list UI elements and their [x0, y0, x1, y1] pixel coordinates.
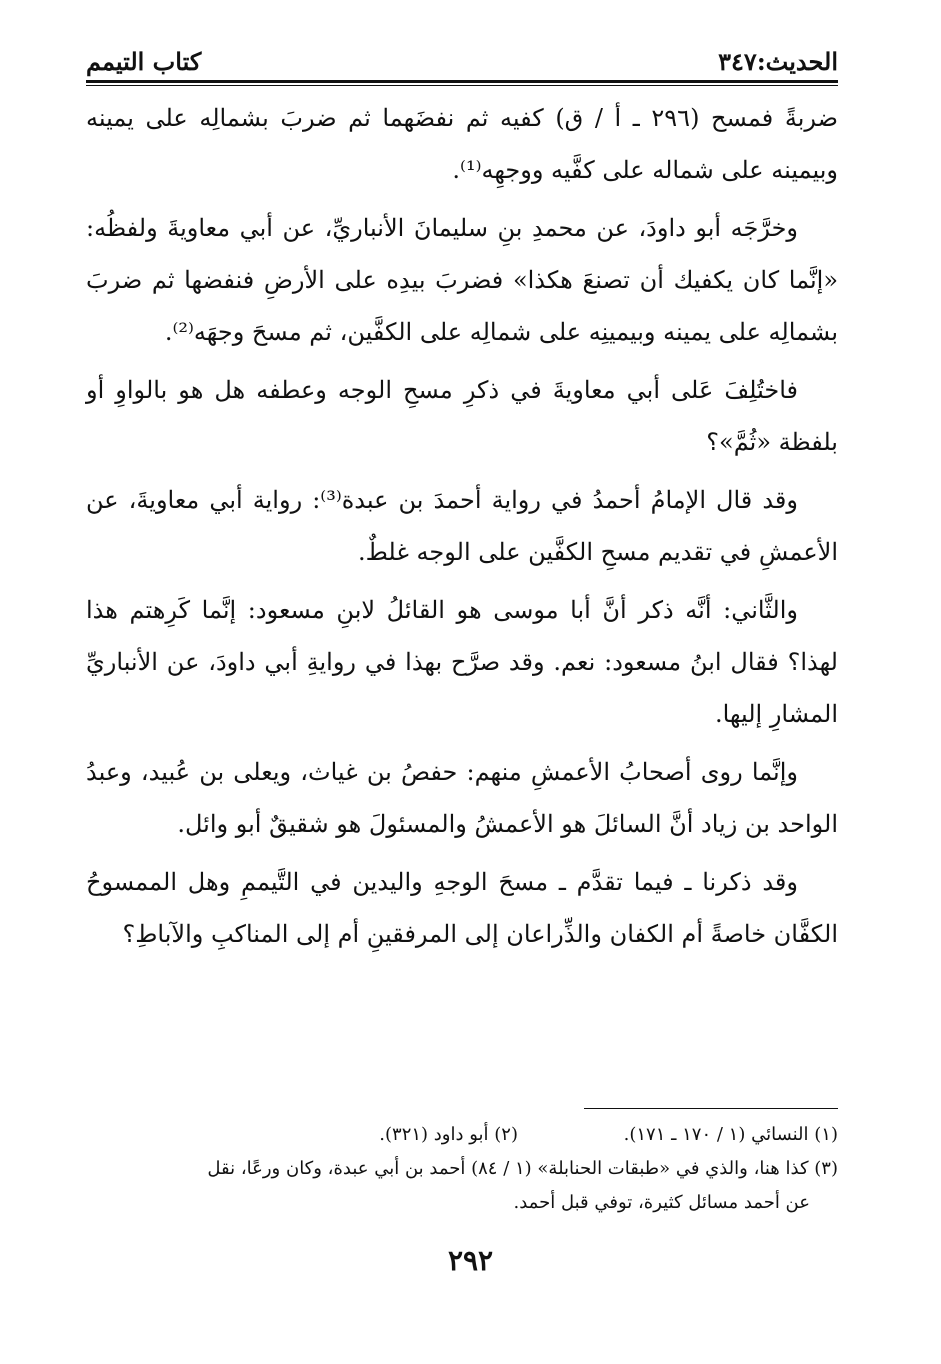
page-header: [86, 36, 838, 76]
main-text: [86, 92, 838, 966]
footnote-3-line-2: عن أحمد مسائل كثيرة، توفي قبل أحمد.: [513, 1192, 810, 1213]
page-number: ٢٩٢: [447, 1244, 494, 1277]
paragraph: والثَّاني: أنَّه ذكر أنَّ أبا موسى هو القائلُ لابنِ مسعود: إنَّما كَرِهتم هذا لهذا؟ فقال ابنُ مسعود: نعم. وقد صرَّح بهذا في روايةِ أبي داودَ، عن الأنباريِّ المشارِ إليها.: [86, 596, 838, 728]
header-rule: [86, 80, 838, 83]
footnote-3: [86, 1152, 838, 1220]
footnotes: [86, 1118, 838, 1220]
paragraph: فاختُلِفَ عَلى أبي معاويةَ في ذكرِ مسحِ الوجه وعطفه هل هو بالواوِ أو بلفظة «ثُمَّ»؟: [86, 376, 838, 456]
footnote-2: (٢) أبو داود (٣٢١).: [379, 1124, 518, 1145]
footnote-1: (١) النسائي (١ / ١٧٠ ـ ١٧١).: [623, 1124, 838, 1145]
paragraph: وقد قال الإمامُ أحمدُ في رواية أحمدَ بن عبدة⁽³⁾: رواية أبي معاويةَ، عن الأعمشِ في تقديم مسحِ الكفَّين على الوجه غلطٌ.: [86, 486, 838, 566]
footnote-3-line-1: (٣) كذا هنا، والذي في «طبقات الحنابلة» (١ / ٨٤) أحمد بن أبي عبدة، وكان ورعًا، نقل: [207, 1158, 838, 1179]
paragraph: وقد ذكرنا ـ فيما تقدَّم ـ مسحَ الوجهِ واليدين في التَّيممِ وهل الممسوحُ الكفَّان خاصةً أم الكفان والذِّراعان إلى المرفقينِ أم إلى المناكبِ والآباطِ؟: [86, 868, 838, 948]
paragraph: ضربةً فمسح (٢٩٦ ـ أ / ق) كفيه ثم نفضَهما ثم ضربَ بشمالِه على يمينه وبيمينه على شماله على كفَّيه ووجهِه⁽¹⁾.: [86, 104, 838, 184]
paragraph: وخرَّجَه أبو داودَ، عن محمدِ بنِ سليمانَ الأنباريِّ، عن أبي معاويةَ ولفظُه: «إنَّما كان يكفيك أن تصنعَ هكذا» فضربَ بيدِه على الأرضِ فنفضها ثم ضربَ بشمالِه على يمينه وبيمينِه على شمالِه على الكفَّين، ثم مسحَ وجهَه⁽²⁾.: [86, 214, 838, 346]
footnote-separator: [584, 1108, 838, 1109]
hadith-number-label: الحديث:٣٤٧: [718, 47, 838, 76]
paragraph: وإنَّما روى أصحابُ الأعمشِ منهم: حفصُ بن غياث، ويعلى بن عُبيد، وعبدُ الواحد بن زياد أنَّ السائلَ هو الأعمشُ والمسئولَ هو شقيقٌ أبو وائل.: [86, 758, 838, 838]
header-rule-thin: [86, 85, 838, 86]
footnote-row: [86, 1118, 838, 1152]
book-title: كتاب التيمم: [86, 47, 202, 76]
